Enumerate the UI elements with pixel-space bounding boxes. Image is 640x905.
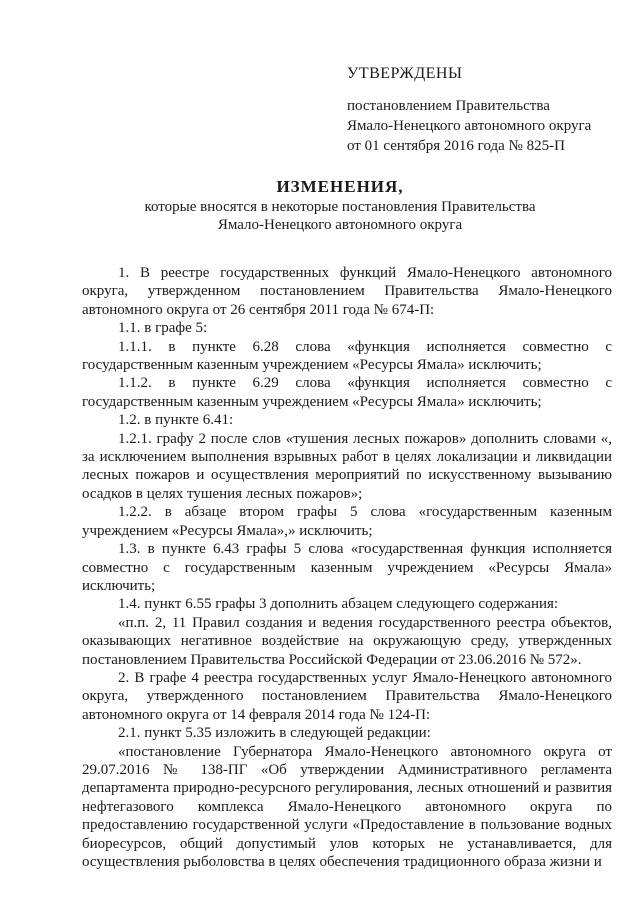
paragraph: 2. В графе 4 реестра государственных услуг Ямало-Ненецкого автономного округа, утвержденного постановлением Правительства Ямало-Ненецкого автономного округа от 14 февраля 2014 года № 124-П: [82, 669, 612, 723]
paragraph: 1.1.2. в пункте 6.29 слова «функция исполняется совместно с государственным казенным учреждением «Ресурсы Ямала» исключить; [82, 375, 612, 410]
paragraph: «п.п. 2, 11 Правил создания и ведения государственного реестра объектов, оказывающих негативное воздействие на окружающую среду, утвержденных постановлением Правительства Российской Федерации от 23.06.2016 № 572». [82, 614, 612, 668]
paragraph: 1.1. в графе 5: [118, 320, 208, 337]
paragraph: 1.2. в пункте 6.41: [118, 412, 234, 429]
approval-stamp [347, 64, 617, 156]
paragraph: 1. В реестре государственных функций Ямало-Ненецкого автономного округа, утвержденном постановлением Правительства Ямало-Ненецкого автономного округа от 26 сентября 2011 года № 674-П: [82, 265, 612, 318]
paragraph: 1.3. в пункте 6.43 графы 5 слова «государственная функция исполняется совместно с государственным казенным учреждением «Ресурсы Ямала» исключить; [82, 541, 612, 594]
paragraph: 1.1.1. в пункте 6.28 слова «функция исполняется совместно с государственным казенным учреждением «Ресурсы Ямала» исключить; [82, 338, 612, 374]
approval-line-2: Ямало-Ненецкого автономного округа [347, 118, 592, 134]
document-title: ИЗМЕНЕНИЯ, [276, 177, 404, 196]
approval-line-1: постановлением Правительства [347, 98, 550, 114]
paragraph: 2.1. пункт 5.35 изложить в следующей редакции: [118, 725, 431, 742]
document-heading [60, 176, 620, 234]
document-body [82, 264, 612, 871]
document-subtitle: которые вносятся в некоторые постановления Правительства Ямало-Ненецкого автономного округа [144, 199, 536, 233]
approved-title: УТВЕРЖДЕНЫ [347, 65, 463, 82]
paragraph: «постановление Губернатора Ямало-Ненецкого автономного округа от 29.07.2016 № 138-ПГ «Об утверждении Административного регламента департамента природно-ресурсного регулирования, лесных отношений и развития нефтегазового комплекса Ямало-Ненецкого автономного округа по предоставлению государственной услуги «Предоставление в пользование водных биоресурсов, общий допустимый улов которых не устанавливается, для осуществления рыболовства в целях обеспечения традиционного образа жизни и [82, 743, 612, 870]
paragraph: 1.2.2. в абзаце втором графы 5 слова «государственным казенным учреждением «Ресурсы Ямала»,» исключить; [82, 504, 612, 539]
paragraph: 1.2.1. графу 2 после слов «тушения лесных пожаров» дополнить словами «, за исключением выполнения взрывных работ в целях локализации и ликвидации лесных пожаров и осуществления мероприятий по искусственному вызыванию осадков в целях тушения лесных пожаров»; [82, 430, 612, 502]
approval-line-3: от 01 сентября 2016 года № 825-П [347, 138, 565, 154]
paragraph: 1.4. пункт 6.55 графы 3 дополнить абзацем следующего содержания: [118, 596, 559, 613]
